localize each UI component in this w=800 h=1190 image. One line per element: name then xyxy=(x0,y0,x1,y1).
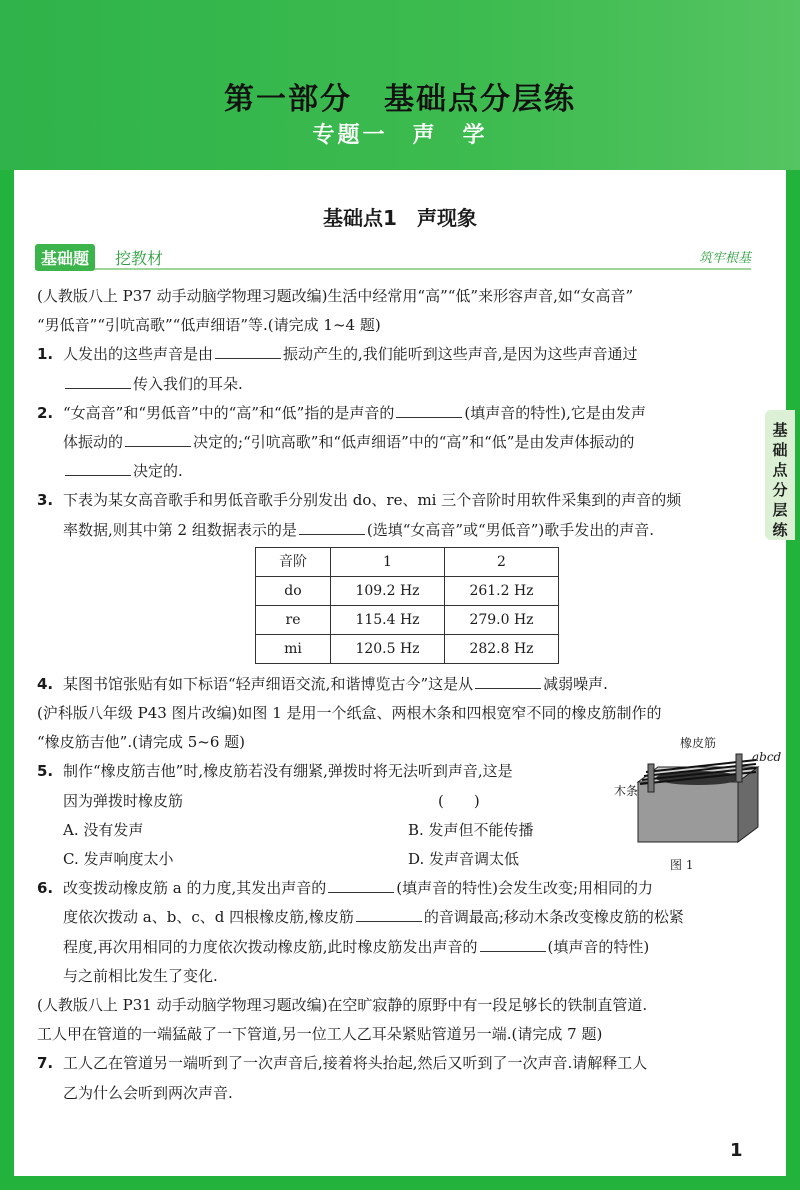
option[interactable]: D. 发声音调太低 xyxy=(408,850,520,869)
text-segment: 决定的;“引吭高歌”和“低声细语”中的“高”和“低”是由发声体振动的 xyxy=(193,433,635,452)
question-7 xyxy=(37,1049,757,1107)
question-number: 5. xyxy=(37,762,54,781)
figure-caption: 图 1 xyxy=(670,858,694,872)
text-line xyxy=(37,699,757,728)
text-line xyxy=(37,991,757,1020)
text-line xyxy=(37,311,757,340)
side-tab-char: 分 xyxy=(772,481,788,499)
answer-blank[interactable] xyxy=(125,432,191,447)
text-line xyxy=(37,340,757,369)
text-line xyxy=(37,370,757,399)
question-1 xyxy=(37,340,757,398)
text-segment: 因为弹拨时橡皮筋 ( ) xyxy=(63,791,480,810)
text-segment: (选填“女高音”或“男低音”)歌手发出的声音. xyxy=(366,520,655,539)
text-segment: (填声音的特性)会发生改变;用相同的力 xyxy=(396,879,654,898)
option[interactable]: A. 没有发声 xyxy=(63,820,144,839)
table-row xyxy=(256,605,559,634)
side-tab-char: 础 xyxy=(772,441,788,459)
answer-blank[interactable] xyxy=(480,937,546,952)
table-cell: 282.8 Hz xyxy=(445,634,559,663)
text-line xyxy=(37,933,757,962)
table-cell: 261.2 Hz xyxy=(445,576,559,605)
text-segment: 传入我们的耳朵. xyxy=(133,374,243,393)
text-segment: (人教版八上 P37 动手动脑学物理习题改编)生活中经常用“高”“低”来形容声音,如“女高音” xyxy=(37,287,634,305)
answer-blank[interactable] xyxy=(356,907,422,922)
table-row xyxy=(256,576,559,605)
section-title: 基础点1 声现象 xyxy=(323,206,477,230)
text-segment: 工人乙在管道另一端听到了一次声音后,接着将头抬起,然后又听到了一次声音.请解释工人 xyxy=(63,1054,648,1073)
question-number: 3. xyxy=(37,491,54,510)
answer-blank[interactable] xyxy=(396,403,462,418)
side-tab-char: 层 xyxy=(772,501,788,519)
section-bar xyxy=(35,244,751,270)
text-segment: 某图书馆张贴有如下标语“轻声细语交流,和谐博览古今”这是从 xyxy=(63,674,474,693)
option[interactable]: C. 发声响度太小 xyxy=(63,850,174,869)
page-number: 1 xyxy=(730,1140,743,1161)
text-line xyxy=(37,399,757,428)
wood-strip-label: 木条 xyxy=(614,784,639,798)
text-segment: 改变拨动橡皮筋 a 的力度,其发出声音的 xyxy=(63,879,327,898)
question-4 xyxy=(37,670,757,699)
text-line xyxy=(37,874,757,903)
text-segment: 率数据,则其中第 2 组数据表示的是 xyxy=(63,520,297,539)
question-6 xyxy=(37,874,757,991)
text-line xyxy=(37,516,757,545)
table-cell: do xyxy=(256,576,331,605)
text-segment: (填声音的特性) xyxy=(547,937,650,956)
side-tab xyxy=(765,410,795,540)
text-segment: 与之前相比发生了变化. xyxy=(63,966,218,985)
text-segment: 的音调最高;移动木条改变橡皮筋的松紧 xyxy=(423,908,684,927)
table-cell: 115.4 Hz xyxy=(331,605,445,634)
question-body xyxy=(37,282,757,1108)
text-segment: “橡皮筋吉他”.(请完成 5~6 题) xyxy=(37,733,246,752)
frequency-table xyxy=(255,547,559,664)
question-number: 1. xyxy=(37,345,54,364)
text-segment: 振动产生的,我们能听到这些声音,是因为这些声音通过 xyxy=(283,345,638,364)
answer-blank[interactable] xyxy=(475,674,541,689)
rubber-band-guitar-illustration xyxy=(618,742,768,854)
question-number: 4. xyxy=(37,674,54,693)
answer-blank[interactable] xyxy=(215,344,281,359)
text-segment: “女高音”和“男低音”中的“高”和“低”指的是声音的 xyxy=(63,403,395,422)
text-line xyxy=(37,1079,757,1108)
text-line xyxy=(37,457,757,486)
text-line xyxy=(37,1049,757,1078)
text-segment: (填声音的特性),它是由发声 xyxy=(464,403,646,422)
table-row xyxy=(256,634,559,663)
topic-title: 专题一 声 学 xyxy=(312,123,488,148)
answer-blank[interactable] xyxy=(65,374,131,389)
text-segment: 度依次拨动 a、b、c、d 四根橡皮筋,橡皮筋 xyxy=(63,908,354,927)
text-line xyxy=(37,1020,757,1049)
table-cell: 120.5 Hz xyxy=(331,634,445,663)
text-segment: 程度,再次用相同的力度依次拨动橡皮筋,此时橡皮筋发出声音的 xyxy=(63,937,478,956)
text-line xyxy=(37,486,757,515)
text-segment: 乙为什么会听到两次声音. xyxy=(63,1083,233,1102)
basic-question-badge: 基础题 xyxy=(35,244,95,271)
text-segment: “男低音”“引吭高歌”“低声细语”等.(请完成 1~4 题) xyxy=(37,316,381,335)
text-segment: (沪科版八年级 P43 图片改编)如图 1 是用一个纸盒、两根木条和四根宽窄不同的橡皮筋制作的 xyxy=(37,704,662,723)
text-segment: 减弱噪声. xyxy=(543,674,608,693)
side-tab-char: 基 xyxy=(772,421,788,439)
text-segment: (人教版八上 P31 动手动脑学物理习题改编)在空旷寂静的原野中有一段足够长的铁制直管道. xyxy=(37,996,648,1015)
text-line xyxy=(37,670,757,699)
table-cell: 279.0 Hz xyxy=(445,605,559,634)
text-segment: 制作“橡皮筋吉他”时,橡皮筋若没有绷紧,弹拨时将无法听到声音,这是 xyxy=(63,762,513,781)
text-segment: 工人甲在管道的一端猛敲了一下管道,另一位工人乙耳朵紧贴管道另一端.(请完成 7 题) xyxy=(37,1025,603,1044)
question-number: 6. xyxy=(37,879,54,898)
table-cell: re xyxy=(256,605,331,634)
table-header-cell: 1 xyxy=(331,547,445,576)
text-line xyxy=(37,428,757,457)
answer-blank[interactable] xyxy=(299,520,365,535)
text-line xyxy=(37,903,757,932)
question-3 xyxy=(37,486,757,544)
table-cell: mi xyxy=(256,634,331,663)
option[interactable]: B. 发声但不能传播 xyxy=(408,820,534,839)
band-letters: abcd xyxy=(752,750,782,764)
table-header-cell: 音阶 xyxy=(256,547,331,576)
answer-blank[interactable] xyxy=(65,461,131,476)
question-number: 7. xyxy=(37,1054,54,1073)
context-paragraph xyxy=(37,991,757,1049)
table-header-cell: 2 xyxy=(445,547,559,576)
question-number: 2. xyxy=(37,403,54,422)
text-line xyxy=(37,962,757,991)
table-cell: 109.2 Hz xyxy=(331,576,445,605)
badge-subtitle: 挖教材 xyxy=(115,249,164,268)
page-content xyxy=(14,170,786,1176)
side-tab-char: 点 xyxy=(772,461,788,479)
side-tab-char: 练 xyxy=(772,521,788,539)
context-paragraph xyxy=(37,282,757,340)
text-line xyxy=(37,282,757,311)
text-segment: 体振动的 xyxy=(63,433,124,452)
text-segment: 决定的. xyxy=(133,462,183,481)
rubber-band-label: 橡皮筋 xyxy=(680,736,717,750)
text-segment: 人发出的这些声音是由 xyxy=(63,345,214,364)
part-title: 第一部分 基础点分层练 xyxy=(224,82,576,117)
figure-1 xyxy=(614,736,782,878)
text-segment: 下表为某女高音歌手和男低音歌手分别发出 do、re、mi 三个音阶时用软件采集到的声音的频 xyxy=(63,491,682,510)
answer-blank[interactable] xyxy=(328,878,394,893)
page-header xyxy=(0,0,800,170)
question-2 xyxy=(37,399,757,487)
table-header-row xyxy=(256,547,559,576)
badge-slogan: 筑牢根基 xyxy=(698,251,751,266)
